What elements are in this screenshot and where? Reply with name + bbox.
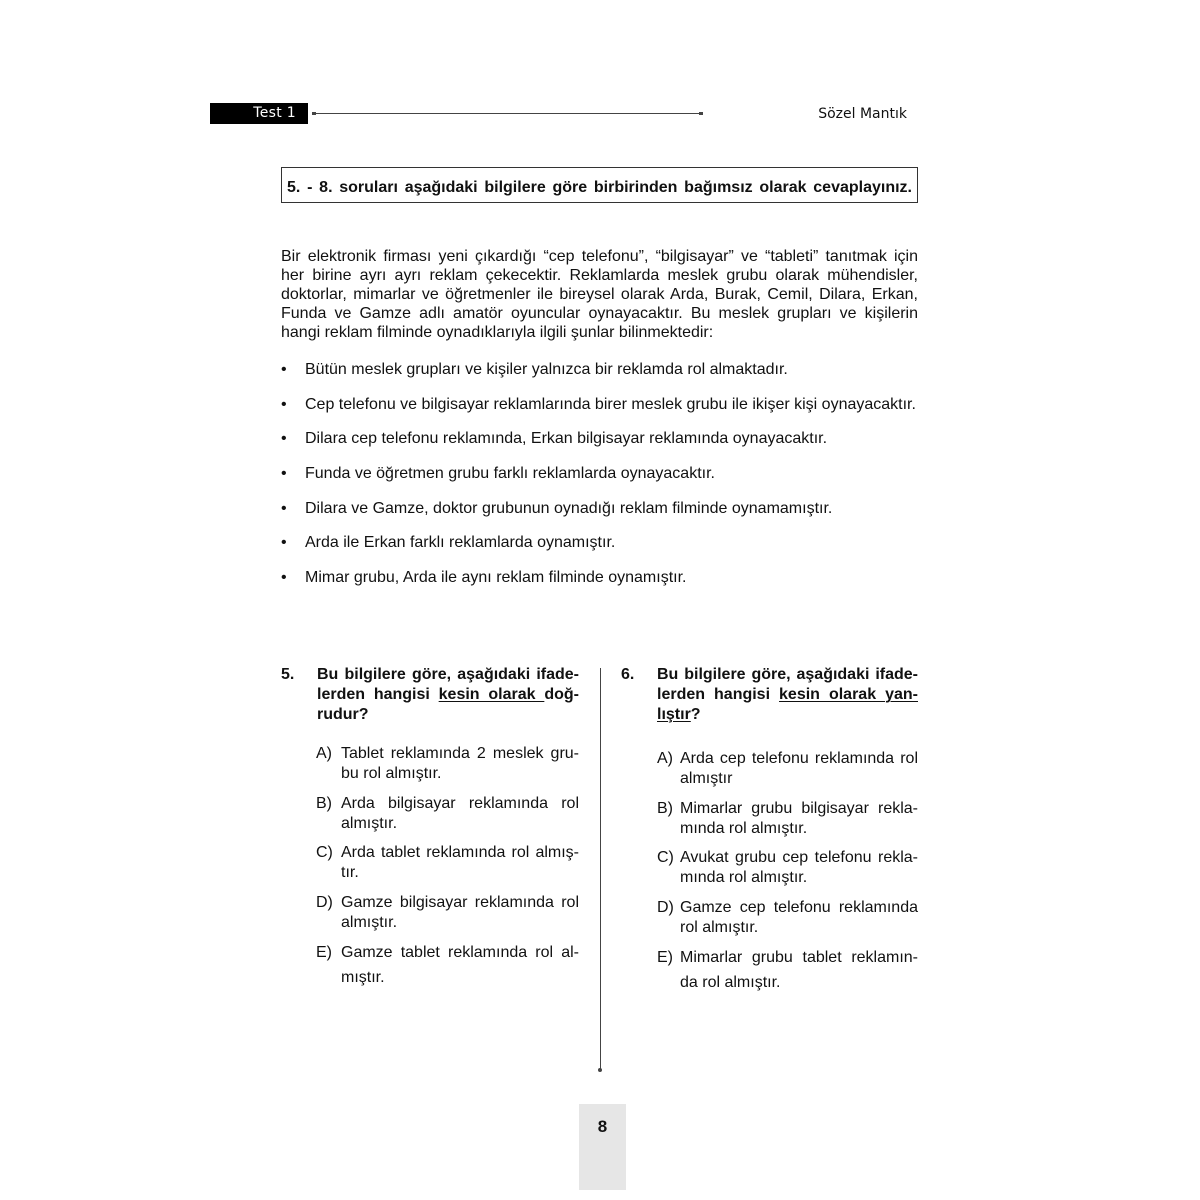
bullet-icon: • (281, 568, 287, 586)
option-line: Mimarlar grubu tablet reklamın- (680, 948, 918, 966)
option-b (316, 794, 579, 834)
stem-line: Bu bilgilere göre, aşağıdaki ifade- (657, 666, 918, 683)
condition-list (281, 360, 921, 603)
subject-title: Sözel Mantık (818, 106, 907, 122)
stem-text: doğ- (544, 686, 579, 703)
stem-text: rudur? (317, 706, 369, 723)
option-line: almıştır. (341, 913, 398, 931)
stem-text: ? (690, 706, 701, 723)
bullet-icon: • (281, 464, 287, 482)
passage-line: doktorlar, mimarlar ve öğretmenler ile bireysel olarak Arda, Burak, Cemil, Dilara, Erkan, (281, 286, 918, 303)
passage-line: Bir elektronik firması yeni çıkardığı “cep telefonu”, “bilgisayar” ve “tableti” tanıtmak için (281, 248, 918, 265)
option-letter: E) (316, 943, 332, 961)
option-text (341, 794, 579, 834)
option-line: Gamze cep telefonu reklamında (680, 898, 918, 916)
option-text (680, 898, 918, 938)
stem-line (657, 685, 918, 705)
condition-item (281, 568, 921, 603)
condition-text: Arda ile Erkan farklı reklamlarda oynamıştır. (305, 534, 616, 552)
option-letter: A) (657, 750, 673, 767)
option-line: almıştır (680, 770, 733, 787)
option-line: mıştır. (341, 968, 385, 986)
page-number: 8 (579, 1104, 626, 1190)
option-text (341, 843, 579, 883)
stem-line (657, 705, 918, 725)
bullet-icon: • (281, 430, 287, 448)
option-line: Gamze tablet reklamında rol al- (341, 943, 579, 961)
question-6-stem (657, 665, 918, 725)
stem-emphasis: kesin olarak (438, 686, 545, 703)
option-line: tır. (341, 864, 359, 882)
option-line: bu rol almıştır. (341, 765, 442, 782)
question-6-options (657, 749, 918, 1002)
option-a (316, 744, 579, 784)
bullet-icon: • (281, 395, 287, 413)
question-5-stem (317, 665, 579, 725)
stem-text: lerden hangisi (657, 686, 780, 703)
condition-text: Funda ve öğretmen grubu farklı reklamlarda oynayacaktır. (305, 464, 715, 482)
condition-item (281, 464, 921, 499)
option-c (316, 843, 579, 883)
option-line: Gamze bilgisayar reklamında rol (341, 893, 579, 911)
option-letter: D) (316, 893, 333, 911)
stem-text: lerden hangisi (317, 686, 439, 703)
stem-emphasis: lıştır (657, 706, 691, 723)
condition-text: Mimar grubu, Arda ile aynı reklam filminde oynamıştır. (305, 568, 687, 586)
condition-text: Dilara cep telefonu reklamında, Erkan bilgisayar reklamında oynayacaktır. (305, 430, 828, 448)
option-text (341, 893, 579, 933)
option-letter: E) (657, 948, 673, 966)
option-line: mında rol almıştır. (680, 869, 808, 887)
option-line: rol almıştır. (680, 918, 759, 936)
option-line: Arda bilgisayar reklamında rol (341, 794, 579, 812)
option-letter: B) (657, 799, 673, 817)
passage-paragraph (281, 247, 918, 342)
question-5-number: 5. (281, 666, 295, 683)
condition-item (281, 533, 921, 568)
option-b (657, 799, 918, 839)
option-e (657, 948, 918, 993)
bullet-icon: • (281, 499, 287, 517)
bullet-icon: • (281, 534, 287, 552)
option-text (341, 943, 579, 988)
option-text (341, 744, 579, 784)
condition-item (281, 395, 921, 430)
column-divider (600, 668, 601, 1070)
condition-item (281, 429, 921, 464)
option-letter: C) (316, 844, 333, 862)
option-line: da rol almıştır. (680, 973, 781, 991)
stem-emphasis: kesin olarak yan- (779, 686, 918, 703)
passage-line: hangi reklam filminde oynadıklarıyla ilgili şunlar bilinmektedir: (281, 324, 714, 341)
option-d (316, 893, 579, 933)
column-divider-end-mark (598, 1068, 602, 1072)
condition-text: Cep telefonu ve bilgisayar reklamlarında birer meslek grubu ile ikişer kişi oynayacaktır. (305, 395, 916, 413)
option-line: Arda tablet reklamında rol almış- (341, 844, 579, 862)
option-letter: D) (657, 898, 674, 916)
option-line: Tablet reklamında 2 meslek gru- (341, 745, 579, 762)
option-e (316, 943, 579, 988)
option-c (657, 848, 918, 888)
option-text (680, 799, 918, 839)
option-line: mında rol almıştır. (680, 819, 808, 837)
option-line: Avukat grubu cep telefonu rekla- (680, 849, 918, 867)
stem-line (317, 685, 579, 705)
stem-line: Bu bilgilere göre, aşağıdaki ifade- (317, 666, 579, 683)
condition-item (281, 499, 921, 534)
bullet-icon: • (281, 361, 287, 378)
passage-line: her birine ayrı ayrı reklam çekecektir. Reklamlarda meslek grubu olarak mühendisler, (281, 267, 918, 284)
option-line: Arda cep telefonu reklamında rol (680, 750, 918, 767)
option-line: almıştır. (341, 814, 398, 832)
option-text (680, 749, 918, 789)
instruction-box: 5. - 8. soruları aşağıdaki bilgilere göre birbirinden bağımsız olarak cevaplayınız. (281, 167, 918, 203)
condition-text: Bütün meslek grupları ve kişiler yalnızca bir reklamda rol almaktadır. (305, 361, 788, 378)
option-letter: B) (316, 794, 332, 812)
header-rule-end-mark (699, 112, 703, 115)
option-d (657, 898, 918, 938)
question-6-number: 6. (621, 666, 635, 683)
condition-text: Dilara ve Gamze, doktor grubunun oynadığı reklam filminde oynamamıştır. (305, 499, 833, 517)
condition-item (281, 360, 921, 395)
header-rule-start-mark (312, 112, 316, 115)
passage-line: Funda ve Gamze adlı amatör oyuncular oynayacaktır. Bu meslek grupları ve kişilerin (281, 305, 918, 322)
option-letter: A) (316, 745, 332, 762)
header-rule (313, 113, 702, 114)
option-line: Mimarlar grubu bilgisayar rekla- (680, 799, 918, 817)
option-a (657, 749, 918, 789)
stem-line (317, 705, 579, 725)
option-text (680, 948, 918, 993)
option-letter: C) (657, 849, 674, 867)
option-text (680, 848, 918, 888)
test-label-tag: Test 1 (210, 103, 308, 124)
question-5-options (316, 744, 579, 997)
